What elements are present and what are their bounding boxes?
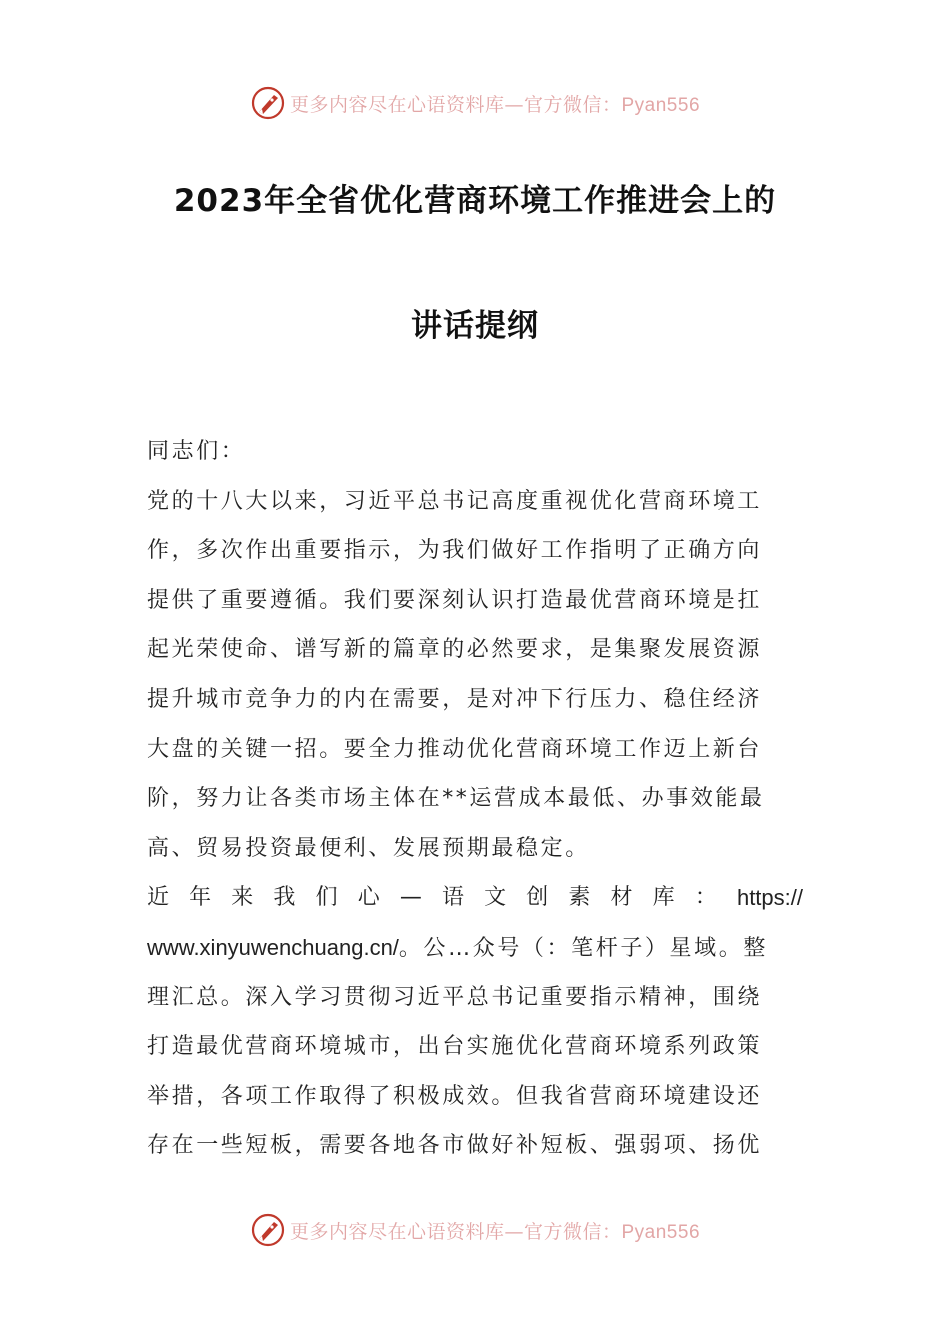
body-line: 党的十八大以来，习近平总书记高度重视优化营商环境工	[147, 488, 763, 514]
body-line: 大盘的关键一招。要全力推动优化营商环境工作迈上新台	[147, 736, 763, 762]
url-part-2[interactable]: www.xinyuwenchuang.cn/	[147, 934, 399, 960]
footer-banner	[0, 1210, 950, 1250]
paragraph-1	[147, 477, 803, 874]
body-line: 起光荣使命、谱写新的篇章的必然要求，是集聚发展资源	[147, 637, 763, 663]
document-title-line-2: 讲话提纲	[411, 308, 539, 344]
body-line: 存在一些短板，需要各地各市做好补短板、强弱项、扬优	[147, 1133, 763, 1159]
body-line: 提供了重要遵循。我们要深刻认识打造最优营商环境是扛	[147, 587, 763, 613]
pen-nib-logo-icon	[250, 1212, 286, 1248]
body-line: 高、贸易投资最便利、发展预期最稳定。	[147, 835, 590, 861]
wechat-id: Pyan556	[621, 1221, 701, 1243]
body-line: www.xinyuwenchuang.cn/。公…众号（：笔杆子）星域。整	[147, 934, 768, 961]
body-line: 举措，各项工作取得了积极成效。但我省营商环境建设还	[147, 1083, 763, 1109]
body-line: 打造最优营商环境城市，出台实施优化营商环境系列政策	[147, 1034, 763, 1060]
pen-nib-logo-icon	[250, 85, 286, 121]
header-banner-text: 更多内容尽在心语资料库—官方微信：Pyan556	[289, 93, 701, 116]
body-line: 作，多次作出重要指示，为我们做好工作指明了正确方向	[147, 538, 763, 564]
body-line: 提升城市竞争力的内在需要，是对冲下行压力、稳住经济	[147, 686, 763, 712]
body-line: 理汇总。深入学习贯彻习近平总书记重要指示精神，围绕	[147, 984, 763, 1010]
document-body	[147, 427, 803, 1171]
wechat-id: Pyan556	[621, 94, 701, 116]
footer-banner-text: 更多内容尽在心语资料库—官方微信：Pyan556	[289, 1220, 701, 1243]
url-part-1[interactable]: https://	[736, 885, 803, 911]
paragraph-2	[147, 873, 803, 1171]
body-line-justified: 近 年 来 我 们 心 — 语 文 创 素 材 库 ： https://	[147, 873, 803, 923]
document-title-line-1: 2023年全省优化营商环境工作推进会上的	[173, 183, 777, 219]
header-banner	[0, 83, 950, 123]
body-line: 阶，努力让各类市场主体在**运营成本最低、办事效能最	[147, 786, 765, 812]
salutation: 同志们：	[147, 439, 246, 464]
